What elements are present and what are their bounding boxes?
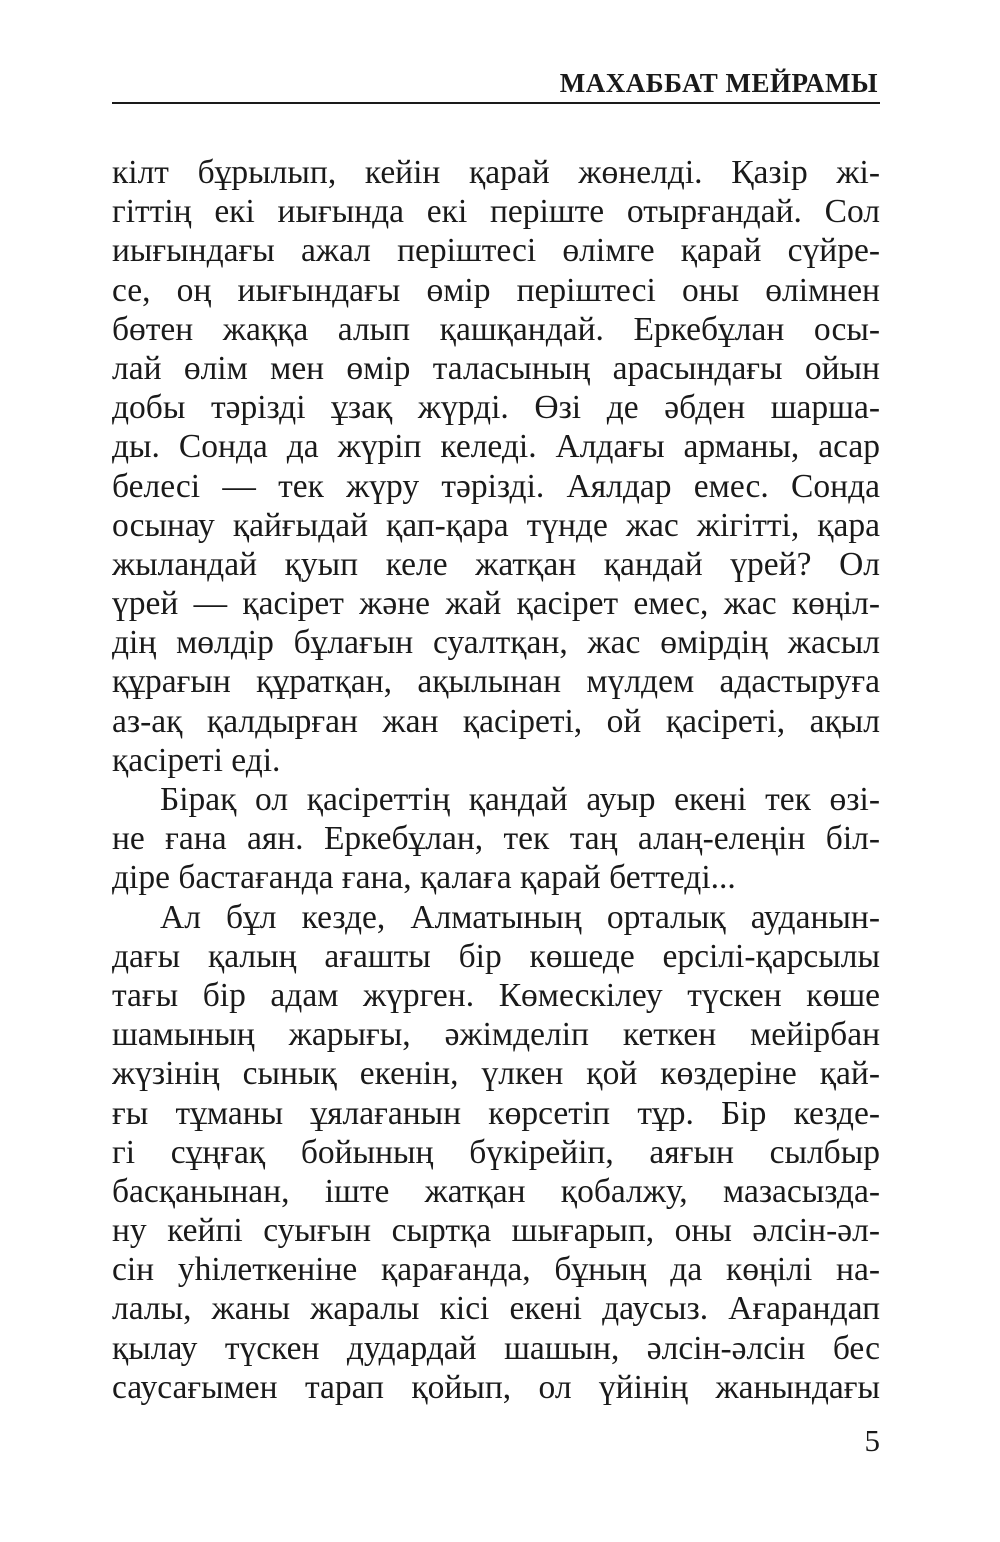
text-line: Ал бұл кезде, Алматының орталық ауданын- (160, 898, 880, 936)
text-line: лай өлім мен өмір таласының арасындағы ойын (112, 349, 880, 387)
text-line: гі сұңғақ бойының бүкірейіп, аяғын сылбыр (112, 1133, 880, 1171)
text-line: жүзінің сынық екенін, үлкен қой көздеріне қай- (112, 1055, 880, 1093)
text-line: се, оң иығындағы өмір періштесі оны өлімнен (112, 271, 880, 309)
text-line: добы тәрізді ұзақ жүрді. Өзі де әбден шарша- (112, 389, 880, 427)
text-line: қылау түскен дудардай шашын, әлсін-әлсін бес (112, 1329, 880, 1367)
text-line: сін уһілеткеніне қарағанда, бұның да көңілі на- (112, 1251, 880, 1289)
text-line: бөтен жаққа алып қашқандай. Еркебұлан осы- (112, 310, 880, 348)
text-line: саусағымен тарап қойып, ол үйінің жанындағы (112, 1368, 880, 1406)
text-line: құрағын құратқан, ақылынан мүлдем адастыруға (112, 663, 880, 701)
text-line: кілт бұрылып, кейін қарай жөнелді. Қазір жі- (112, 154, 880, 191)
page-number: 5 (864, 1423, 880, 1458)
text-line: Бірақ ол қасіреттің қандай ауыр екені тек өзі- (160, 781, 880, 818)
text-line: осынау қайғыдай қап-қара түнде жас жігітті, қара (112, 506, 880, 544)
text-line: қасіреті еді. (112, 741, 281, 779)
text-line: иығындағы ажал періштесі өлімге қарай сүйре- (112, 232, 880, 270)
text-line: діре бастағанда ғана, қалаға қарай беттеді... (112, 859, 736, 897)
text-line: не ғана аян. Еркебұлан, тек таң алаң-елеңін біл- (112, 820, 880, 858)
text-line: жыландай қуып келе жатқан қандай үрей? Ол (112, 545, 880, 583)
text-line: аз-ақ қалдырған жан қасіреті, ой қасіреті, ақыл (112, 702, 880, 740)
text-line: ды. Сонда да жүріп келеді. Алдағы арманы, асар (112, 428, 880, 466)
book-title: МАХАББАТ МЕЙРАМЫ (559, 68, 878, 98)
text-line: ғы тұманы ұялағанын көрсетіп тұр. Бір кезде- (112, 1094, 880, 1132)
text-line: шамының жарығы, әжімделіп кеткен мейірбан (112, 1016, 880, 1054)
text-line: үрей — қасірет және жай қасірет емес, жас көңіл- (112, 585, 880, 623)
text-body (112, 153, 880, 1407)
text-line: басқанынан, іште жатқан қобалжу, мазасызда- (112, 1172, 880, 1210)
text-line: дағы қалың ағашты бір көшеде ерсілі-қарсылы (112, 937, 880, 975)
text-line: лалы, жаны жаралы кісі екені даусыз. Ағарандап (112, 1290, 880, 1328)
text-line: дің мөлдір бұлағын суалтқан, жас өмірдің жасыл (112, 624, 880, 662)
text-line: тағы бір адам жүрген. Көмескілеу түскен көше (112, 976, 880, 1014)
running-header (112, 62, 880, 104)
text-line: гіттің екі иығында екі періште отырғандай. Сол (112, 193, 880, 231)
text-line: ну кейпі суығын сыртқа шығарып, оны әлсін-әл- (112, 1212, 880, 1250)
text-line: белесі — тек жүру тәрізді. Аялдар емес. Сонда (112, 467, 880, 505)
